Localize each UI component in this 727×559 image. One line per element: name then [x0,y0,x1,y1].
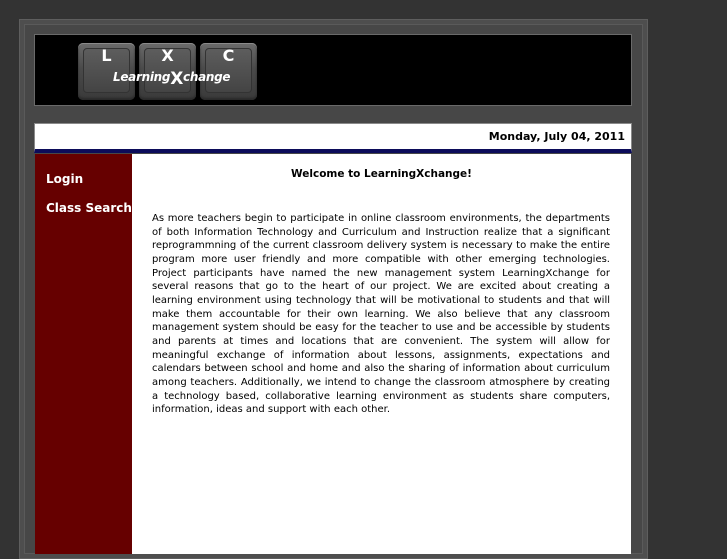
sidebar-item-login[interactable]: Login [46,172,84,186]
date-bar [34,123,632,153]
sidebar-nav [35,154,132,554]
key-letter: C [222,46,235,65]
sidebar-item-class-search[interactable]: Class Search [46,201,132,215]
key-letter: X [161,46,174,65]
page-title: Welcome to LearningXchange! [291,168,472,180]
header-banner [34,34,632,106]
main-content [132,154,631,554]
logo-text-suffix: change [183,70,231,84]
site-logo[interactable] [113,66,231,89]
logo-text-prefix: Learning [113,70,171,84]
intro-paragraph: As more teachers begin to participate in online classroom environments, the departments of both Information Technology and Curriculum and Instruction realize that a significant reprogrammning of the current classroom delivery system is necessary to make the entire program more user friendly and more compatible with other emerging technologies. Project participants have named the new management system LearningXchange for several reasons that go to the heart of our project. We are excited about creating a learning environment using technology that will be motivational to students and that will make them accountable for their own learning. We also believe that any classroom management system should be easy for the teacher to use and be accessible by students and parents at times and locations that are convenient. The system will allow for meaningful exchange of information about lessons, assignments, expectations and calendars between school and home and also the sharing of information about curriculum among teachers. Additionally, we intend to change the classroom atmosphere by creating a technology based, collaborative learning environment as students share computers, information, ideas and support with each other. [152,213,610,416]
logo-text-x: X [170,69,184,89]
key-letter: L [101,46,112,65]
current-date: Monday, July 04, 2011 [488,130,625,143]
